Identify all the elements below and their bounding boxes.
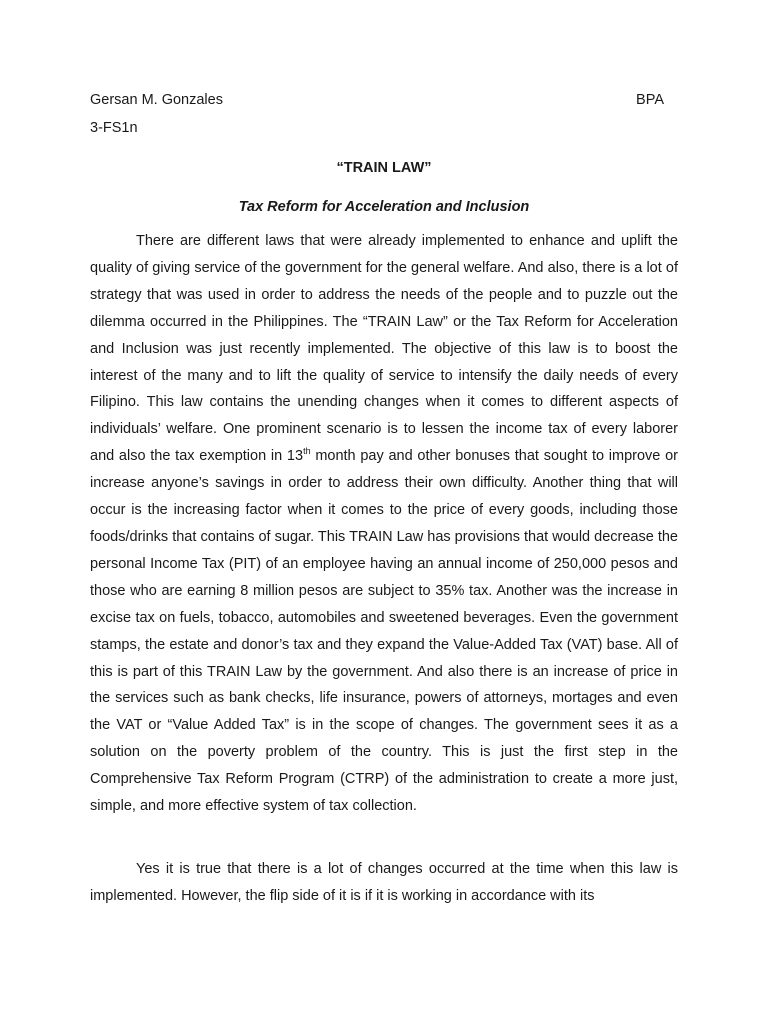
document-title: “TRAIN LAW” (336, 160, 432, 176)
paragraph-1-text-b: month pay and other bonuses that sought to improve or increase anyone’s savings in order to address their own difficulty. Another thing that will occur is the increasing factor when it comes to the price of every goods, including those foods/drinks that contains of sugar. This TRAIN Law has provisions that would decrease the personal Income Tax (PIT) of an employee having an annual income of 250,000 pesos and those who are earning 8 million pesos are subject to 35% tax. Another was the increase in excise tax on fuels, tobacco, automobiles and sweetened beverages. Even the government stamps, the estate and donor’s tax and they expand the Value-Added Tax (VAT) base. All of this is part of this TRAIN Law by the government. And also there is an increase of price in the services such as bank checks, life insurance, powers of attorneys, mortages and even the VAT or “Value Added Tax” is in the scope of changes. The government sees it as a solution on the poverty problem of the country. This is just the first step in the Comprehensive Tax Reform Program (CTRP) of the administration to create a more just, simple, and more effective system of tax collection. (90, 448, 679, 815)
paragraph-1-text-a: There are different laws that were already implemented to enhance and uplift the quality of giving service of the government for the general welfare. And also, there is a lot of strategy that was used in order to address the needs of the people and to puzzle out the dilemma occurred in the Philippines. The “TRAIN Law” or the Tax Reform for Acceleration and Inclusion was just recently implemented. The objective of this law is to boost the interest of the many and to lift the quality of service to intensify the daily needs of every Filipino. This law contains the unending changes when it comes to different aspects of individuals’ welfare. One prominent scenario is to lessen the income tax of every laborer and also the tax exemption in 13 (90, 233, 678, 465)
section-label: 3-FS1n (90, 120, 138, 136)
document-subtitle: Tax Reform for Acceleration and Inclusion (238, 199, 530, 215)
paragraph-2: Yes it is true that there is a lot of changes occurred at the time when this law is implemented. However, the flip side of it is if it is working in accordance with its (90, 861, 678, 904)
paragraph-1 (90, 228, 678, 820)
ordinal-superscript: th (303, 446, 311, 457)
course-label: BPA (636, 92, 664, 108)
author-name: Gersan M. Gonzales (90, 92, 223, 108)
header-row (90, 92, 664, 112)
